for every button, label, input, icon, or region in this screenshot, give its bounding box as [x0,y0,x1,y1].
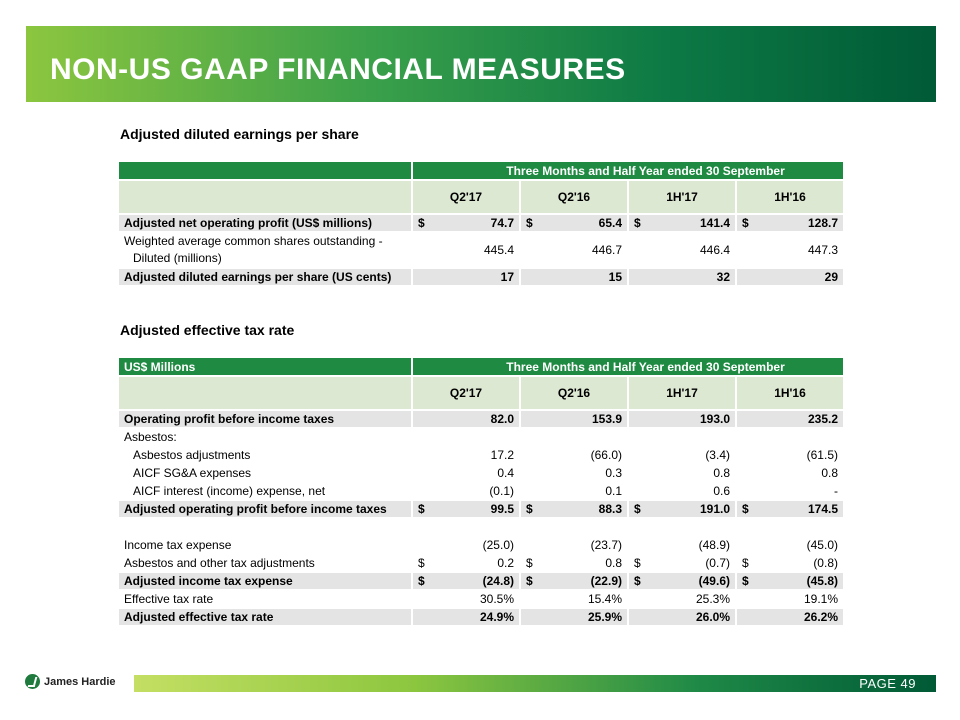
value-text: 74.7 [490,216,514,230]
value-cell [521,591,627,607]
value-text: 174.5 [807,502,838,516]
table-row [119,429,843,445]
value-cell [629,411,735,427]
currency-symbol: $ [742,216,749,230]
value-text: (3.4) [705,448,730,462]
value-cell [521,447,627,463]
value-text: 25.3% [695,592,730,606]
value-text: 191.0 [699,502,730,516]
value-text: (23.7) [590,538,622,552]
currency-symbol: $ [526,556,533,570]
value-cell [521,269,627,285]
table-row [119,537,843,553]
value-text: 29 [824,270,838,284]
table-row [119,269,843,285]
value-text: 0.6 [713,484,730,498]
tax-table [117,356,845,627]
tax-corner-label: US$ Millions [119,358,411,375]
value-cell [629,591,735,607]
page-title: NON-US GAAP FINANCIAL MEASURES [50,53,626,86]
value-text: 17 [500,270,514,284]
value-text: (49.6) [698,574,730,588]
value-text: 26.2% [803,610,838,624]
value-cell [521,483,627,499]
row-label [119,269,411,285]
value-cell [629,233,735,267]
value-text: (48.9) [698,538,730,552]
tax-col-q216: Q2'16 [521,377,627,409]
currency-symbol: $ [634,556,641,570]
eps-column-header-blank [119,181,411,213]
value-cell [629,573,735,589]
eps-corner-cell [119,162,411,179]
table-row [119,483,843,499]
value-text: 0.3 [605,466,622,480]
value-text: 235.2 [807,412,838,426]
currency-symbol: $ [742,574,749,588]
value-text: 82.0 [490,412,514,426]
row-label-text: Adjusted operating profit before income taxes [124,502,387,516]
value-cell [521,215,627,231]
row-label-text: Income tax expense [124,538,232,552]
value-cell [737,465,843,481]
tax-section-title: Adjusted effective tax rate [120,322,295,338]
table-row [119,447,843,463]
row-label-text-line2: Diluted (millions) [133,251,222,265]
row-label-text: AICF interest (income) expense, net [133,484,326,498]
row-label [119,215,411,231]
tax-col-1h16: 1H'16 [737,377,843,409]
row-label [119,233,411,267]
tax-header-row [119,358,843,375]
value-cell [737,483,843,499]
eps-column-header-row [119,181,843,213]
brand-logo [25,674,116,689]
value-cell [629,501,735,517]
value-cell [521,537,627,553]
value-cell [521,519,627,535]
value-cell [737,609,843,625]
eps-col-1h17: 1H'17 [629,181,735,213]
row-label [119,501,411,517]
row-label [119,573,411,589]
title-banner [26,26,936,102]
row-label [119,429,411,445]
row-label-text: Adjusted diluted earnings per share (US cents) [124,270,392,284]
value-cell [521,411,627,427]
value-text: (61.5) [806,448,838,462]
row-label [119,519,411,535]
table-row [119,609,843,625]
value-text: 153.9 [591,412,622,426]
row-label-text: Weighted average common shares outstanding - [124,234,383,248]
row-label-text: Asbestos: [124,430,177,444]
value-text: 32 [716,270,730,284]
eps-table [117,160,845,287]
value-cell [413,501,519,517]
value-cell [413,519,519,535]
row-label [119,591,411,607]
value-cell [737,537,843,553]
value-cell [629,465,735,481]
table-row [119,573,843,589]
value-text: 0.2 [497,556,514,570]
value-text: 128.7 [807,216,838,230]
value-cell [413,537,519,553]
value-cell [413,429,519,445]
value-cell [413,483,519,499]
row-label-text: Adjusted net operating profit (US$ millions) [124,216,373,230]
row-label [119,609,411,625]
row-label-text: Operating profit before income taxes [124,412,335,426]
value-cell [521,573,627,589]
value-text: 17.2 [490,448,514,462]
logo-mark-icon [25,674,40,689]
value-cell [629,429,735,445]
value-cell [521,609,627,625]
value-text: 447.3 [807,243,838,257]
tax-col-1h17: 1H'17 [629,377,735,409]
value-text: (25.0) [482,538,514,552]
tax-column-header-blank [119,377,411,409]
value-cell [521,233,627,267]
brand-name: James Hardie [44,675,116,688]
currency-symbol: $ [418,574,425,588]
eps-section-title: Adjusted diluted earnings per share [120,126,359,142]
row-label [119,465,411,481]
row-label-text: Adjusted effective tax rate [124,610,274,624]
footer-bar [134,675,936,692]
value-cell [629,269,735,285]
value-cell [737,215,843,231]
value-cell [413,269,519,285]
value-text: 446.7 [591,243,622,257]
value-cell [737,501,843,517]
currency-symbol: $ [526,574,533,588]
row-label-text: Adjusted income tax expense [124,574,293,588]
value-text: (45.0) [806,538,838,552]
table-row [119,215,843,231]
row-label-text: Asbestos adjustments [133,448,251,462]
eps-col-1h16: 1H'16 [737,181,843,213]
tax-header-span: Three Months and Half Year ended 30 September [413,358,843,375]
value-cell [737,269,843,285]
eps-header-span: Three Months and Half Year ended 30 September [413,162,843,179]
value-cell [737,233,843,267]
value-cell [629,555,735,571]
tax-col-q217: Q2'17 [413,377,519,409]
row-label-text: Effective tax rate [124,592,214,606]
value-text: 25.9% [587,610,622,624]
value-text: 0.4 [497,466,514,480]
value-cell [737,519,843,535]
currency-symbol: $ [634,216,641,230]
row-label-text: AICF SG&A expenses [133,466,252,480]
value-cell [521,555,627,571]
tax-table-body [119,411,843,625]
value-text: (0.8) [813,556,838,570]
value-cell [629,609,735,625]
currency-symbol: $ [526,216,533,230]
value-text: 445.4 [483,243,514,257]
value-text: 0.8 [713,466,730,480]
value-text: 99.5 [490,502,514,516]
value-text: 193.0 [699,412,730,426]
currency-symbol: $ [418,216,425,230]
eps-header-row [119,162,843,179]
value-cell [737,555,843,571]
value-cell [737,429,843,445]
row-label [119,447,411,463]
value-cell [413,447,519,463]
table-row [119,465,843,481]
value-text: (22.9) [590,574,622,588]
value-text: 141.4 [699,216,730,230]
value-text: 15 [608,270,622,284]
value-cell [413,215,519,231]
value-text: 0.1 [605,484,622,498]
value-cell [413,465,519,481]
value-text: (24.8) [482,574,514,588]
value-text: (0.1) [489,484,514,498]
value-text: - [834,484,838,498]
value-cell [629,447,735,463]
value-cell [413,411,519,427]
value-text: 15.4% [587,592,622,606]
row-label [119,537,411,553]
value-cell [413,609,519,625]
row-label [119,483,411,499]
value-text: 24.9% [479,610,514,624]
row-label [119,555,411,571]
value-text: 446.4 [699,243,730,257]
eps-col-q217: Q2'17 [413,181,519,213]
eps-col-q216: Q2'16 [521,181,627,213]
value-text: (0.7) [705,556,730,570]
currency-symbol: $ [742,556,749,570]
table-row [119,501,843,517]
table-row [119,591,843,607]
value-text: 88.3 [598,502,622,516]
value-cell [413,591,519,607]
value-text: 65.4 [598,216,622,230]
table-row [119,411,843,427]
value-text: 26.0% [695,610,730,624]
table-row [119,233,843,267]
value-cell [629,483,735,499]
value-cell [629,537,735,553]
currency-symbol: $ [742,502,749,516]
row-label [119,411,411,427]
value-text: 0.8 [605,556,622,570]
currency-symbol: $ [418,502,425,516]
value-cell [521,501,627,517]
value-cell [737,447,843,463]
value-cell [737,573,843,589]
value-cell [413,573,519,589]
eps-table-body [119,215,843,285]
value-cell [629,519,735,535]
page-number: PAGE 49 [859,676,916,691]
value-text: (66.0) [590,448,622,462]
tax-column-header-row [119,377,843,409]
value-text: 30.5% [479,592,514,606]
value-cell [737,591,843,607]
currency-symbol: $ [634,574,641,588]
currency-symbol: $ [418,556,425,570]
table-row [119,519,843,535]
value-cell [521,429,627,445]
value-cell [737,411,843,427]
table-row [119,555,843,571]
value-text: 0.8 [821,466,838,480]
row-label-text: Asbestos and other tax adjustments [124,556,315,570]
currency-symbol: $ [526,502,533,516]
value-cell [413,555,519,571]
value-text: 19.1% [803,592,838,606]
value-text: (45.8) [806,574,838,588]
value-cell [629,215,735,231]
currency-symbol: $ [634,502,641,516]
value-cell [521,465,627,481]
value-cell [413,233,519,267]
